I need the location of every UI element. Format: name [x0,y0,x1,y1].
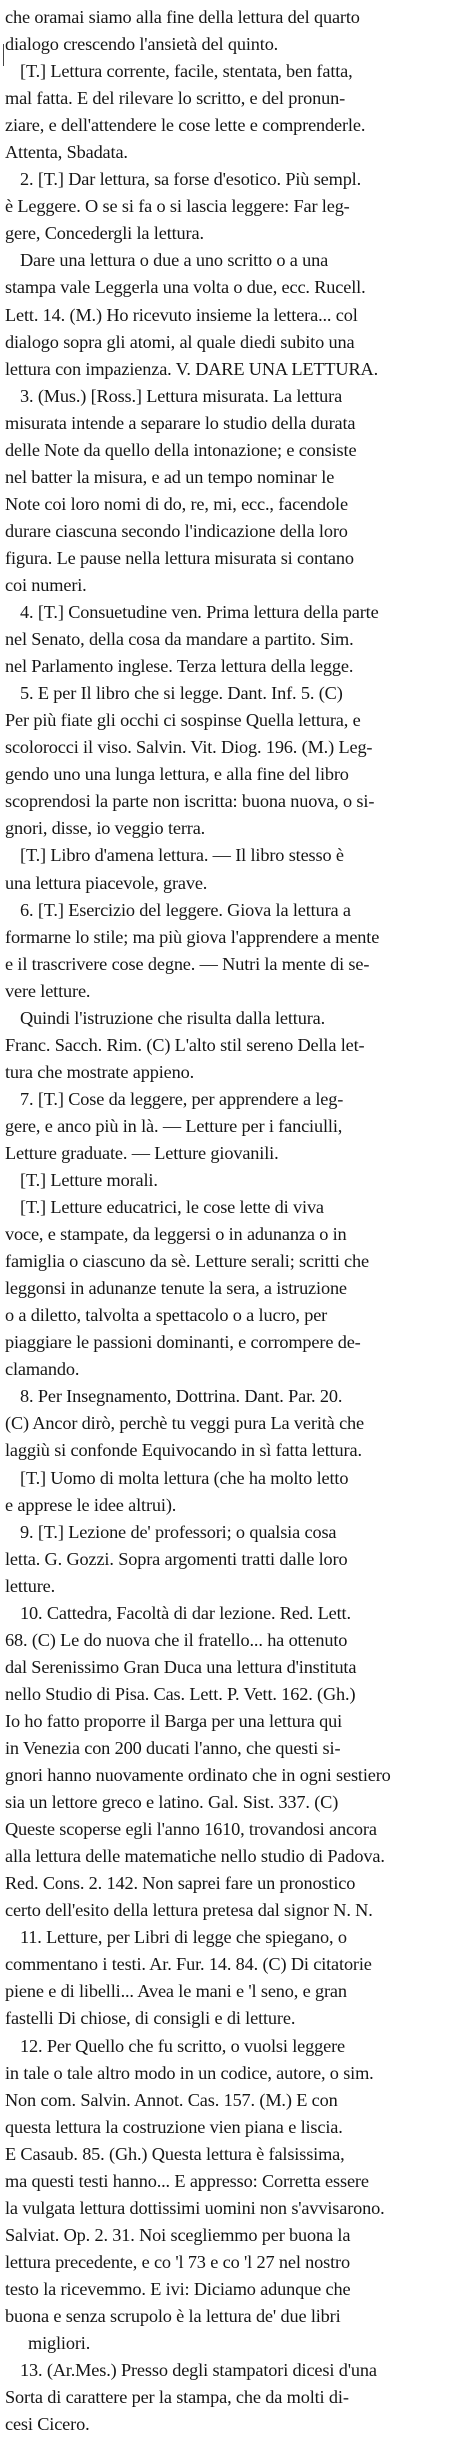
text-line: [T.] Uomo di molta lettura (che ha molto letto [20,1467,349,1488]
text-line: nel batter la misura, e ad un tempo nominar le [5,466,335,487]
text-line: gere, e anco più in là. — Letture per i fanciulli, [5,1115,343,1136]
text-line: Dare una lettura o due a uno scritto o a una [20,250,329,271]
text-line: Sorta di carattere per la stampa, che da molti di- [5,2387,349,2408]
text-line: 4. [T.] Consuetudine ven. Prima lettura della parte [20,602,379,623]
text-line: una lettura piacevole, grave. [5,872,208,893]
text-line: nel Senato, della cosa da mandare a partito. Sim. [5,629,354,650]
text-line: Note coi loro nomi di do, re, mi, ecc., facendole [5,493,348,514]
text-line: 2. [T.] Dar lettura, sa forse d'esotico. Più sempl. [20,169,362,190]
text-line: migliori. [28,2333,91,2354]
text-line: certo dell'esito della lettura pretesa dal signor N. N. [5,1900,373,1921]
text-line: dialogo crescendo l'ansietà del quinto. [5,34,279,55]
text-line: [T.] Libro d'amena lettura. — Il libro stesso è [20,845,344,866]
text-line: 68. (C) Le do nuova che il fratello... ha ottenuto [5,1629,348,1650]
text-line: (C) Ancor dirò, perchè tu veggi pura La verità che [5,1413,364,1434]
text-line: nello Studio di Pisa. Cas. Lett. P. Vett. 162. (Gh.) [5,1683,356,1704]
text-line: Non com. Salvin. Annot. Cas. 157. (M.) E con [5,2089,338,2110]
text-line: Letture graduate. — Letture giovanili. [5,1142,279,1163]
text-line: lettura precedente, e co 'l 73 e co 'l 27 nel nostro [5,2251,350,2272]
text-line: stampa vale Leggerla una volta o due, ecc. Rucell. [5,277,366,298]
text-line: che oramai siamo alla fine della lettura del quarto [5,7,360,27]
text-line: mal fatta. E del rilevare lo scritto, e del pronun- [5,88,346,109]
text-line: 6. [T.] Esercizio del leggere. Giova la lettura a [20,899,351,920]
text-line: scolorocci il viso. Salvin. Vit. Diog. 196. (M.) Leg- [5,737,373,758]
text-line: vere letture. [5,980,91,1001]
text-line: letta. G. Gozzi. Sopra argomenti tratti dalle loro [5,1548,348,1569]
text-line: dal Serenissimo Gran Duca una lettura d'instituta [5,1656,357,1677]
text-line: E Casaub. 85. (Gh.) Questa lettura è falsissima, [5,2143,345,2164]
text-line: in tale o tale altro modo in un codice, autore, o sim. [5,2062,374,2083]
text-line: sia un lettore greco e latino. Gal. Sist. 337. (C) [5,1792,339,1813]
margin-rule [3,44,4,66]
text-line: Red. Cons. 2. 142. Non saprei fare un pronostico [5,1873,356,1894]
text-line: Salviat. Op. 2. 31. Noi scegliemmo per buona la [5,2224,351,2245]
text-line: gnori hanno nuovamente ordinato che in ogni sestiero [5,1765,391,1786]
text-line: testo la ricevemmo. E ivi: Diciamo adunque che [5,2278,351,2299]
text-line: cesi Cicero. [5,2414,90,2435]
text-line: Io ho fatto proporre il Barga per una lettura qui [5,1710,343,1731]
text-column [0,4,468,2438]
text-line: voce, e stampate, da leggersi o in adunanza o in [5,1224,347,1245]
text-line: Franc. Sacch. Rim. (C) L'alto stil sereno Della let- [5,1034,365,1055]
text-line: piaggiare le passioni dominanti, e corrompere de- [5,1332,361,1353]
text-line: è Leggere. O se si fa o si lascia leggere: Far leg- [5,196,350,217]
text-line: 3. (Mus.) [Ross.] Lettura misurata. La lettura [20,385,343,406]
text-line: gendo uno una lunga lettura, e alla fine del libro [5,764,349,785]
text-line: letture. [5,1575,56,1596]
text-line: 12. Per Quello che fu scritto, o vuolsi leggere [20,2035,345,2056]
text-line: e il trascrivere cose degne. — Nutri la mente di se- [5,953,370,974]
text-line: commentano i testi. Ar. Fur. 14. 84. (C) Di citatorie [5,1954,372,1975]
text-line: formarne lo stile; ma più giova l'apprendere a mente [5,926,380,947]
text-line: 10. Cattedra, Facoltà di dar lezione. Red. Lett. [20,1602,351,1623]
text-line: e apprese le idee altrui). [5,1494,177,1515]
text-line: piene e di libelli... Avea le mani e 'l seno, e gran [5,1981,347,2002]
text-line: 9. [T.] Lezione de' professori; o qualsia cosa [20,1521,337,1542]
text-line: durare ciascuna secondo l'indicazione della loro [5,520,348,541]
text-line: Attenta, Sbadata. [5,142,128,163]
text-line: questa lettura la costruzione vien piana e liscia. [5,2116,343,2137]
text-line: [T.] Letture educatrici, le cose lette di viva [20,1197,324,1218]
text-line: gere, Concedergli la lettura. [5,223,204,244]
text-line: o a diletto, talvolta a spettacolo o a lucro, per [5,1305,328,1326]
text-line: 7. [T.] Cose da leggere, per apprendere a leg- [20,1088,344,1109]
text-line: in Venezia con 200 ducati l'anno, che questi si- [5,1738,341,1758]
text-line: clamando. [5,1359,80,1380]
text-line: lettura con impazienza. V. DARE UNA LETTURA. [5,358,378,379]
text-line: misurata intende a separare lo studio della durata [5,412,356,433]
text-line: 11. Letture, per Libri di legge che spiegano, o [20,1927,347,1948]
text-line: scoprendosi la parte non iscritta: buona nuova, o si- [5,791,375,812]
text-line: gnori, disse, io veggio terra. [5,818,206,839]
text-line: tura che mostrate appieno. [5,1061,194,1082]
text-line: Lett. 14. (M.) Ho ricevuto insieme la lettera... col [5,304,358,325]
text-line: ma questi testi hanno... E appresso: Corretta essere [5,2170,369,2191]
text-line: ziare, e dell'attendere le cose lette e comprenderle. [5,115,366,136]
text-line: Quindi l'istruzione che risulta dalla lettura. [20,1007,326,1028]
text-line: 8. Per Insegnamento, Dottrina. Dant. Par. 20. [20,1386,343,1407]
text-line: buona e senza scrupolo è la lettura de' due libri [5,2305,341,2326]
text-line: laggiù si confonde Equivocando in sì fatta lettura. [5,1440,362,1461]
text-line: 13. (Ar.Mes.) Presso degli stampatori dicesi d'una [20,2360,377,2381]
text-line: figura. Le pause nella lettura misurata si contano [5,547,354,568]
text-line: [T.] Letture morali. [20,1170,158,1191]
text-line: nel Parlamento inglese. Terza lettura della legge. [5,656,354,677]
text-line: fastelli Di chiose, di consigli e di letture. [5,2008,296,2029]
text-line: [T.] Lettura corrente, facile, stentata, ben fatta, [20,61,353,82]
text-line: famiglia o ciascuno da sè. Letture serali; scritti che [5,1251,369,1272]
text-line: dialogo sopra gli atomi, al quale diedi subito una [5,331,355,352]
dictionary-page [0,4,468,2438]
text-line: la vulgata lettura dottissimi uomini non s'avvisarono. [5,2197,385,2218]
text-line: alla lettura delle matematiche nello studio di Padova. [5,1846,385,1867]
text-line: coi numeri. [5,574,87,595]
text-line: delle Note da quello della intonazione; e consiste [5,439,357,460]
text-line: Queste scoperse egli l'anno 1610, trovandosi ancora [5,1819,377,1840]
text-line: leggonsi in adunanze tenute la sera, a istruzione [5,1278,347,1299]
text-line: Per più fiate gli occhi ci sospinse Quella lettura, e [5,710,361,731]
text-line: 5. E per Il libro che si legge. Dant. Inf. 5. (C) [20,683,343,704]
